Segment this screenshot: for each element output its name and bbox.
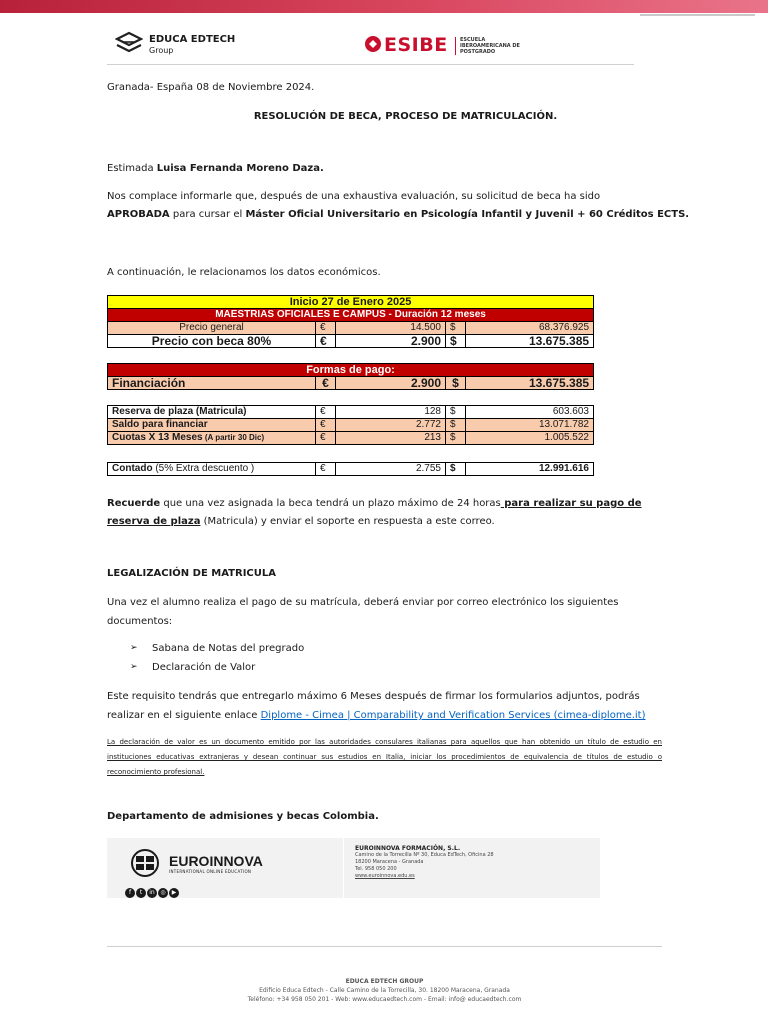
row-note: (A partir 30 Dic): [202, 433, 265, 442]
cimea-diplome-link[interactable]: Diplome - Cimea | Comparability and Verification Services (cimea-diplome.it): [260, 710, 646, 721]
requirement-line-2: [107, 709, 646, 722]
program-name: Máster Oficial Universitario en Psicología Infantil y Juvenil + 60 Créditos ECTS.: [245, 209, 690, 220]
payment-forms-title: Formas de pago:: [108, 364, 594, 377]
cop-value: 603.603: [466, 406, 594, 419]
euroinnova-subtitle: INTERNATIONAL ONLINE EDUCATION: [169, 869, 252, 874]
cop-symbol: $: [446, 377, 466, 390]
cop-symbol: $: [446, 335, 466, 348]
footer-contact: Teléfono: +34 958 050 201 - Web: www.educaedtech.com - Email: info@ educaedtech.com: [247, 996, 522, 1003]
approved-word: APROBADA: [107, 209, 170, 220]
table-row: [108, 432, 594, 445]
eur-symbol: €: [316, 335, 336, 348]
cop-symbol: $: [446, 432, 466, 445]
row-label-text: Cuotas X 13 Meses: [112, 432, 203, 443]
euroinnova-brand: EUROINNOVA: [169, 853, 263, 869]
esibe-logo-icon: [364, 35, 382, 53]
cash-payment-table: [107, 462, 594, 476]
youtube-icon[interactable]: ▶: [169, 888, 179, 898]
eur-value: 213: [336, 432, 446, 445]
cop-symbol: $: [446, 406, 466, 419]
eur-value: 2.772: [336, 419, 446, 432]
greeting: [107, 162, 324, 175]
declaration-note: La declaración de valor es un documento emitido por las autoridades consulares italianas para aquellos que han obtenido un título de estudio en instituciones educativas extranjeras y desean continuar sus estudios en Italia, iniciar los procedimientos de equivalencia de títulos de estudio o reconocimiento profesional.: [107, 738, 662, 776]
row-label-text: Contado: [112, 463, 153, 474]
reminder-text-2: (Matricula) y enviar el soporte en respuesta a este correo.: [200, 516, 495, 527]
eur-symbol: €: [316, 419, 336, 432]
cop-value: 13.675.385: [466, 377, 594, 390]
table-row: [108, 406, 594, 419]
cop-symbol: $: [446, 419, 466, 432]
legalization-line-1: Una vez el alumno realiza el pago de su matrícula, deberá enviar por correo electrónico los siguientes: [107, 597, 619, 608]
row-label: [108, 463, 316, 476]
legalization-line-2: documentos:: [107, 616, 173, 627]
cop-value: 13.071.782: [466, 419, 594, 432]
row-label-text: Saldo para financiar: [112, 419, 208, 430]
row-note: (5% Extra descuento ): [152, 463, 255, 474]
eur-value: 128: [336, 406, 446, 419]
top-accent-bar: [0, 0, 768, 13]
esibe-separator: [455, 37, 456, 55]
reminder-emphasis-2: reserva de plaza: [107, 516, 201, 527]
table-row: [108, 322, 594, 335]
address-line-1: Camino de la Torrecilla Nº 30, Educa EdTech, Oficina 28: [355, 852, 494, 858]
cop-value: 68.376.925: [466, 322, 594, 335]
legalization-heading: LEGALIZACIÓN DE MATRICULA: [107, 568, 276, 579]
row-label-text: Reserva de plaza (Matricula): [112, 406, 247, 417]
educa-edtech-sub: Group: [149, 46, 174, 55]
reminder-keyword: Recuerde: [107, 498, 161, 509]
list-item-text: Declaración de Valor: [152, 662, 256, 673]
letter-header: [107, 26, 634, 65]
instagram-icon[interactable]: ◎: [158, 888, 168, 898]
euroinnova-logo-icon: [127, 848, 163, 878]
payment-forms-table: [107, 363, 594, 390]
table-row: [108, 335, 594, 348]
recipient-name: Luisa Fernanda Moreno Daza.: [156, 163, 324, 174]
linkedin-icon[interactable]: in: [147, 888, 157, 898]
price-table: [107, 295, 594, 348]
place-date: Granada- España 08 de Noviembre 2024.: [107, 82, 315, 93]
top-accent-line: [640, 14, 755, 16]
eur-value: 2.900: [336, 377, 446, 390]
bullet-arrow-icon: ➢: [130, 662, 138, 672]
address-line-2: 18200 Maracena - Granada: [355, 859, 424, 865]
table-row: [108, 377, 594, 390]
row-label: [108, 432, 316, 445]
euroinnova-address: [355, 845, 494, 880]
phone: Tel. 958 050 200: [355, 866, 397, 872]
euroinnova-banner: [107, 838, 600, 898]
cop-symbol: $: [446, 463, 466, 476]
eur-value: 2.900: [336, 335, 446, 348]
reminder-emphasis-1: para realizar su pago de: [500, 498, 642, 509]
greeting-prefix: Estimada: [107, 163, 157, 174]
bullet-arrow-icon: ➢: [130, 643, 138, 653]
eur-value: 14.500: [336, 322, 446, 335]
footer-address: Edificio Educa Edtech - Calle Camino de la Torrecilla, 30. 18200 Maracena, Granada: [259, 987, 510, 994]
requirement-prefix: realizar en el siguiente enlace: [107, 710, 261, 721]
twitter-icon[interactable]: t: [136, 888, 146, 898]
eur-symbol: €: [316, 432, 336, 445]
social-icons: [125, 879, 180, 898]
letter-title: RESOLUCIÓN DE BECA, PROCESO DE MATRICULACIÓN.: [253, 111, 558, 122]
table-intro: A continuación, le relacionamos los datos económicos.: [107, 267, 381, 278]
list-item-text: Sabana de Notas del pregrado: [152, 643, 305, 654]
row-label: Precio general: [108, 322, 316, 335]
footer-company: EDUCA EDTECH GROUP: [345, 978, 424, 985]
cop-value: 1.005.522: [466, 432, 594, 445]
cop-value: 13.675.385: [466, 335, 594, 348]
eur-symbol: €: [316, 463, 336, 476]
approval-mid: para cursar el: [169, 209, 246, 220]
banner-divider: [343, 838, 344, 898]
eur-symbol: €: [316, 377, 336, 390]
educa-edtech-name: EDUCA EDTECH: [149, 34, 236, 45]
requirement-line-1: Este requisito tendrás que entregarlo máximo 6 Meses después de firmar los formularios adjuntos, podrás: [107, 691, 640, 702]
approval-line-1: Nos complace informarle que, después de una exhaustiva evaluación, su solicitud de beca ha sido: [107, 191, 601, 202]
reminder-line-2: [107, 515, 495, 528]
eur-symbol: €: [316, 406, 336, 419]
cop-value: 12.991.616: [466, 463, 594, 476]
esibe-brand: ESIBE: [384, 34, 448, 56]
website-link[interactable]: www.euroinnova.edu.es: [355, 873, 415, 879]
approval-line-2: [107, 208, 689, 221]
esibe-tagline: ESCUELA IBEROAMERICANA DE POSTGRADO: [460, 37, 520, 55]
company-name: EUROINNOVA FORMACIÓN, S.L.: [355, 845, 461, 852]
signature: Departamento de admisiones y becas Colombia.: [107, 811, 379, 822]
facebook-icon[interactable]: f: [125, 888, 135, 898]
row-label: [108, 419, 316, 432]
table-row: [108, 419, 594, 432]
row-label: Precio con beca 80%: [108, 335, 316, 348]
row-label: [108, 406, 316, 419]
footer-divider: [107, 946, 662, 947]
educa-edtech-logo-icon: [115, 31, 143, 55]
financing-table: [107, 405, 594, 445]
reminder-line-1: [107, 497, 642, 510]
cop-symbol: $: [446, 322, 466, 335]
eur-symbol: €: [316, 322, 336, 335]
row-label: Financiación: [108, 377, 316, 390]
eur-value: 2.755: [336, 463, 446, 476]
program-type-cell: MAESTRIAS OFICIALES E CAMPUS - Duración 12 meses: [108, 309, 594, 322]
reminder-text: que una vez asignada la beca tendrá un plazo máximo de 24 horas: [160, 498, 501, 509]
table-row: [108, 463, 594, 476]
start-date-cell: Inicio 27 de Enero 2025: [108, 296, 594, 309]
